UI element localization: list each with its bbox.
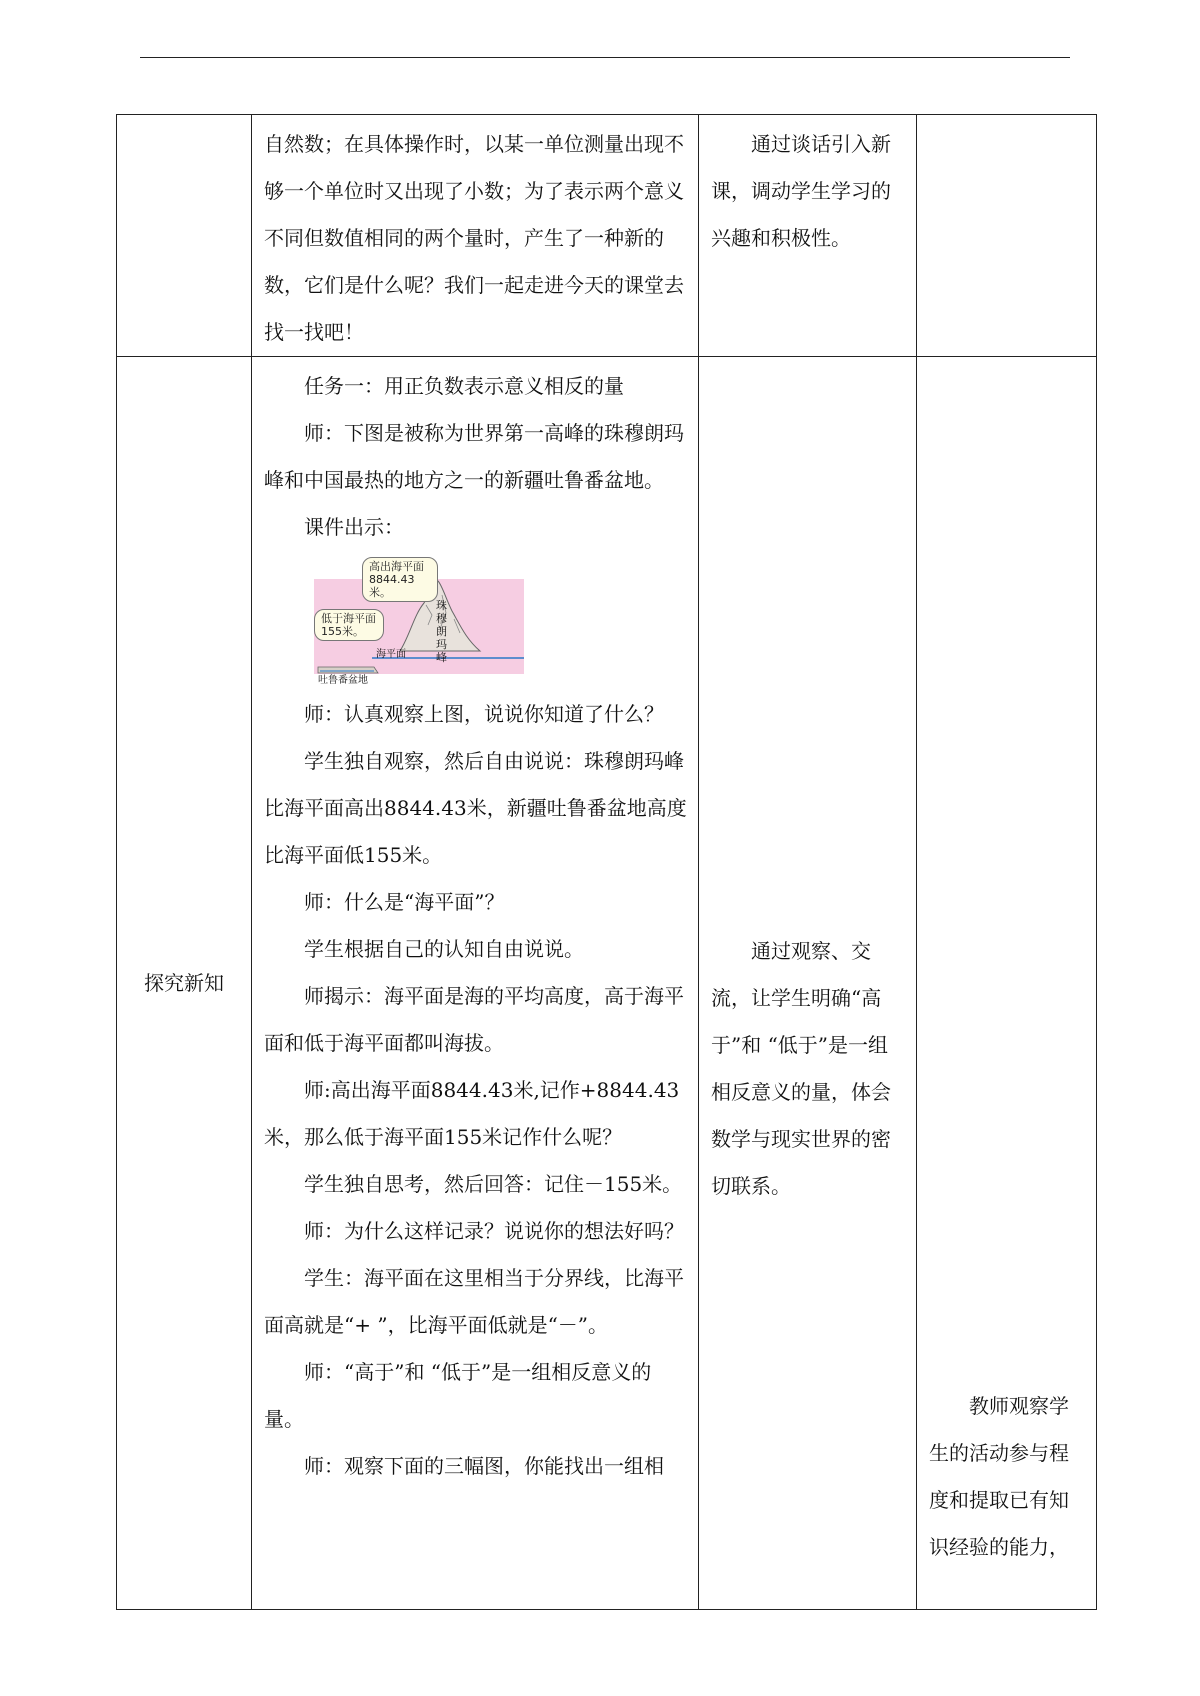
bubble-low: 低于海平面155米。 bbox=[314, 609, 384, 641]
table-row bbox=[117, 357, 1097, 1610]
dialogue-line: 师：认真观察上图，说说你知道了什么？ bbox=[304, 702, 664, 726]
dialogue-line: 师：为什么这样记录？说说你的想法好吗？ bbox=[304, 1219, 684, 1243]
sea-level-figure bbox=[314, 555, 536, 685]
header-rule bbox=[140, 57, 1070, 58]
intent-text: 通过谈话引入新课，调动学生学习的兴趣和积极性。 bbox=[711, 132, 891, 250]
dialogue-line: 学生：海平面在这里相当于分界线，比海平面高就是“+ ”，比海平面低就是“－”。 bbox=[264, 1266, 684, 1337]
stage-cell bbox=[117, 357, 252, 1610]
stage-cell bbox=[117, 115, 252, 357]
intent-text: 通过观察、交流，让学生明确“高于”和 “低于”是一组相反意义的量，体会数学与现实世界的密切联系。 bbox=[711, 939, 891, 1198]
intent-cell bbox=[699, 115, 917, 357]
dialogue-line: 学生独自思考，然后回答：记住－155米。 bbox=[304, 1172, 683, 1196]
dialogue-line: 学生根据自己的认知自由说说。 bbox=[304, 937, 584, 961]
lesson-plan-table bbox=[116, 114, 1097, 1610]
dialogue-line: 师揭示：海平面是海的平均高度，高于海平面和低于海平面都叫海拔。 bbox=[264, 984, 684, 1055]
dialogue-line: 师:高出海平面8844.43米,记作+8844.43米，那么低于海平面155米记作什么呢？ bbox=[264, 1078, 680, 1149]
process-text: 自然数；在具体操作时，以某一单位测量出现不够一个单位时又出现了小数；为了表示两个意义不同但数值相同的两个量时，产生了一种新的数，它们是什么呢？我们一起走进今天的课堂去找一找吧！ bbox=[264, 132, 684, 344]
task-heading: 任务一：用正负数表示意义相反的量 bbox=[304, 374, 624, 398]
dialogue-line: 师：什么是“海平面”？ bbox=[304, 890, 505, 914]
basin-label: 吐鲁番盆地 bbox=[318, 675, 368, 686]
dialogue-line: 师：观察下面的三幅图，你能找出一组相 bbox=[304, 1454, 664, 1478]
bubble-high: 高出海平面8844.43米。 bbox=[362, 557, 438, 602]
dialogue-line: 师：“高于”和 “低于”是一组相反意义的量。 bbox=[264, 1360, 652, 1431]
teacher-intro: 师：下图是被称为世界第一高峰的珠穆朗玛峰和中国最热的地方之一的新疆吐鲁番盆地。 bbox=[264, 421, 684, 492]
peak-label: 珠穆朗玛峰 bbox=[436, 599, 447, 664]
evaluation-cell bbox=[917, 115, 1097, 357]
table-row bbox=[117, 115, 1097, 357]
process-cell bbox=[252, 357, 699, 1610]
courseware-label: 课件出示： bbox=[304, 515, 404, 539]
intent-cell bbox=[699, 357, 917, 1610]
dialogue-line: 学生独自观察，然后自由说说：珠穆朗玛峰比海平面高出8844.43米，新疆吐鲁番盆地高度比海平面低155米。 bbox=[264, 749, 687, 867]
sea-level-label: 海平面 bbox=[376, 649, 406, 660]
process-cell bbox=[252, 115, 699, 357]
evaluation-text: 教师观察学生的活动参与程度和提取已有知识经验的能力， bbox=[929, 1394, 1069, 1559]
stage-label: 探究新知 bbox=[144, 970, 224, 995]
evaluation-cell bbox=[917, 357, 1097, 1610]
